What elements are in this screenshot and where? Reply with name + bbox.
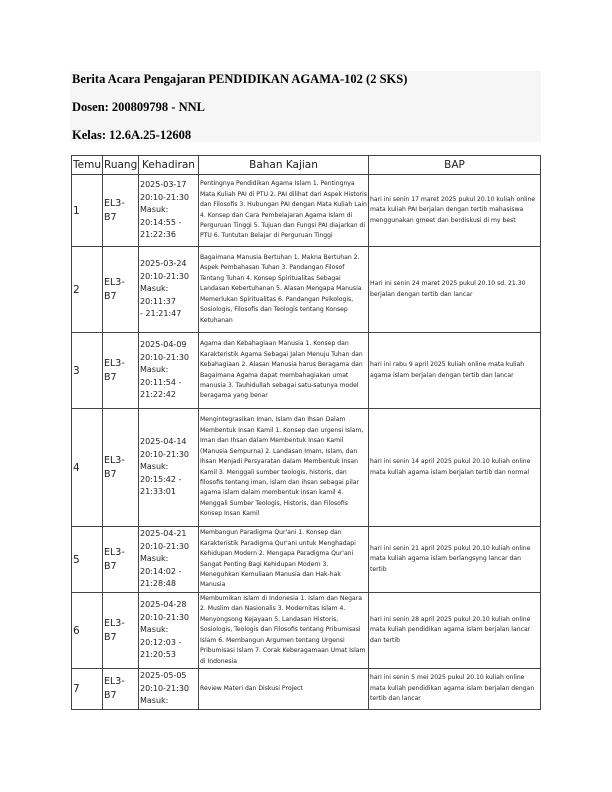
col-header-bap: BAP (369, 156, 541, 175)
table-row (72, 669, 541, 710)
course-title: Berita Acara Pengajaran PENDIDIKAN AGAMA-102 (2 SKS) (72, 72, 408, 86)
table-row (72, 175, 541, 247)
material-cell: Agama dan Kebahagiaan Manusia 1. Konsep dan Karakteristik Agama Sebagai Jalan Menuju Tuhan dan Kebahagiaan 2. Alasan Manusia harus Beragama dan Bagaimana Agama dapat membahagiakan umat manusia 3. Tauhidullah sebagai satu-satunya model beragama yang benar (199, 333, 369, 409)
room-cell: EL3- B7 (103, 175, 139, 247)
meeting-number: 2 (72, 247, 103, 333)
col-header-kehadiran: Kehadiran (139, 156, 199, 175)
attendance-cell: 2025-04-28 20:10-21:30 Masuk: 20:12:03 - 21:20:53 (139, 593, 199, 669)
attendance-cell: 2025-04-09 20:10-21:30 Masuk: 20:11:54 - 21:22:42 (139, 333, 199, 409)
attendance-cell: 2025-04-14 20:10-21:30 Masuk: 20:15:42 - 21:33:01 (139, 409, 199, 527)
room-cell: EL3- B7 (103, 669, 139, 710)
room-cell: EL3- B7 (103, 527, 139, 593)
material-cell: Pentingnya Pendidikan Agama Islam 1. Pentingnya Mata Kuliah PAI di PTU 2. PAI dilihat dari Aspek Historis dan Filosofis 3. Hubungan PAI dengan Mata Kuliah Lain 4. Konsep dan Cara Pembelajaran Agama Islam di Perguruan Tinggi 5. Tujuan dan Fungsi PAI diajarkan di PTU 6. Tuntutan Belajar di Perguruan Tinggi (199, 175, 369, 247)
material-cell: Review Materi dan Diskusi Project (199, 669, 369, 710)
meeting-number: 5 (72, 527, 103, 593)
room-cell: EL3- B7 (103, 247, 139, 333)
meeting-number: 7 (72, 669, 103, 710)
table-header-row (72, 156, 541, 175)
bap-cell: hari ini senin 5 mei 2025 pukul 20.10 kuliah online mata kuliah pendidikan agama islam berjalan dengan tertib dan lancar (369, 669, 541, 710)
table-row (72, 247, 541, 333)
room-cell: EL3- B7 (103, 409, 139, 527)
table-row (72, 409, 541, 527)
col-header-ruang: Ruang (103, 156, 139, 175)
material-cell: Membumikan Islam di Indonesia 1. Islam dan Negara 2. Muslim dan Nasionalis 3. Modernitas Islam 4. Menyongsong Kejayaan 5. Landasan Historis, Sosiologis, Teologis dan Filosofis tentang Pribumisasi Islam 6. Membangun Argumen tentang Urgensi Pribumisasi Islam 7. Corak Keberagamaan Umat Islam di Indonesia (199, 593, 369, 669)
bap-cell: hari ini senin 17 maret 2025 pukul 20.10 kuliah online mata kuliah PAI berjalan dengan tertib mahasiswa menggunakan gmeet dan berdiskusi di my best (369, 175, 541, 247)
attendance-cell: 2025-05-05 20:10-21:30 Masuk: (139, 669, 199, 710)
col-header-temu: Temu (72, 156, 103, 175)
bap-cell: hari ini senin 21 april 2025 pukul 20.10 kuliah online mata kuliah agama islam berlangsyng lancar dan tertib (369, 527, 541, 593)
attendance-cell: 2025-04-21 20:10-21:30 Masuk: 20:14:02 - 21:28:48 (139, 527, 199, 593)
bap-cell: hari ini rabu 9 april 2025 kuliah online mata kuliah agama islam berjalan dengan tertib dan lancar (369, 333, 541, 409)
meeting-number: 4 (72, 409, 103, 527)
attendance-cell: 2025-03-24 20:10-21:30 Masuk: 20:11:37 - 21:21:47 (139, 247, 199, 333)
lecturer-line: Dosen: 200809798 - NNL (72, 100, 205, 114)
table-row (72, 333, 541, 409)
meeting-number: 6 (72, 593, 103, 669)
material-cell: Mengintegrasikan Iman, Islam dan Ihsan Dalam Membentuk Insan Kamil 1. Konsep dan urgensi Islam, Iman dan Ihsan dalam Membentuk Insan Kamil (Manusia Sempurna) 2. Landasan Imam, Islam, dan Ihsan Menjadi Persyaratan dalam Membentuk Insan Kamil 3. Menggali sumber teologis, historis, dan filosofis tentang iman, islam dan ihsan sebagai pilar agama islam dalam membentuk insan kamil 4. Menggali Sumber Teologis, Historis, dan Filosofis Konsep Insan Kamil (199, 409, 369, 527)
material-cell: Bagaimana Manusia Bertuhan 1. Makna Bertuhan 2. Aspek Pembahasan Tuhan 3. Pandangan Filosof Tentang Tuhan 4. Konsep Spiritualitas Sebagai Landasan Kebertuhanan 5. Alasan Mengapa Manusia Memerlukan Spiritualitas 6. Pandangan Psikologis, Sosiologis, Filosofis dan Teologis tentang Konsep Ketuhanan (199, 247, 369, 333)
col-header-bahan-kajian: Bahan Kajian (199, 156, 369, 175)
attendance-cell: 2025-03-17 20:10-21:30 Masuk: 20:14:55 - 21:22:36 (139, 175, 199, 247)
meeting-number: 1 (72, 175, 103, 247)
table-row (72, 593, 541, 669)
class-line: Kelas: 12.6A.25-12608 (72, 128, 192, 142)
bap-cell: hari ini senin 28 april 2025 pukul 20.10 kuliah online mata kuliah pendidikan agama islam berjalan lancar dan tertib (369, 593, 541, 669)
table-row (72, 527, 541, 593)
room-cell: EL3- B7 (103, 593, 139, 669)
bap-table (71, 155, 541, 710)
meeting-number: 3 (72, 333, 103, 409)
bap-cell: hari ini senin 14 april 2025 pukul 20.10 kuliah online mata kuliah agama islam berjalan tertib dan normal (369, 409, 541, 527)
bap-cell: Hari ini senin 24 maret 2025 pukul 20.10 sd. 21.30 berjalan dengan tertib dan lancar (369, 247, 541, 333)
material-cell: Membangun Paradigma Qur'ani 1. Konsep dan Karakteristik Paradigma Qur'ani untuk Menghadapi Kehidupan Modern 2. Mengapa Paradigma Qur'ani Sangat Penting Bagi Kehidupan Modern 3. Meneguhkan Kemuliaan Manusia dan Hak-hak Manusia (199, 527, 369, 593)
room-cell: EL3- B7 (103, 333, 139, 409)
